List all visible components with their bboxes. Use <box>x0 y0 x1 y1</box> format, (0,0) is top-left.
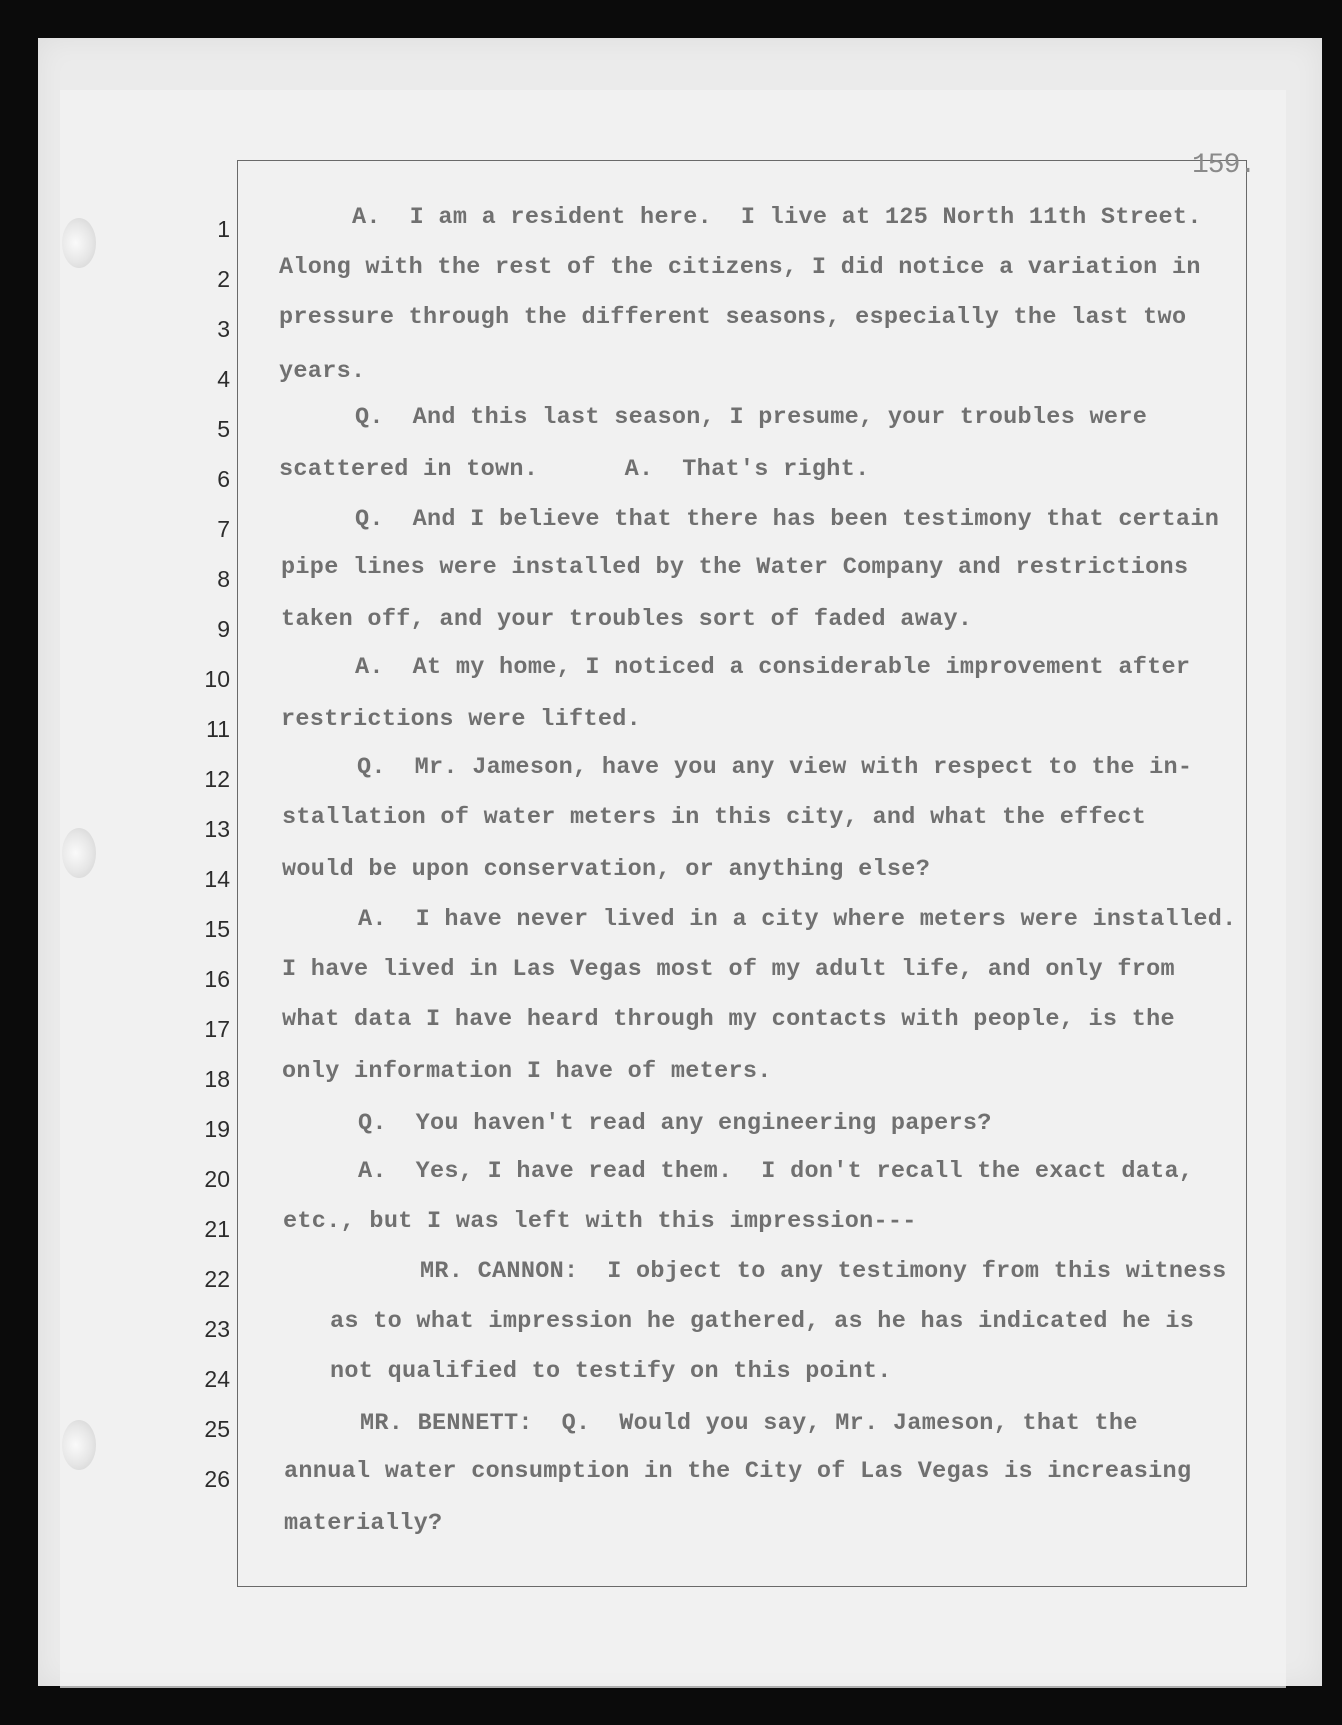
line-number: 14 <box>204 866 230 892</box>
line-number: 20 <box>204 1166 230 1192</box>
line-number: 5 <box>217 416 230 442</box>
transcript-line: materially? <box>284 1510 443 1537</box>
transcript-line: A. I am a resident here. I live at 125 North 11th Street. <box>352 204 1202 231</box>
line-number: 8 <box>217 566 230 592</box>
line-number: 6 <box>217 466 230 492</box>
punch-hole <box>62 218 96 268</box>
transcript-line: would be upon conservation, or anything else? <box>282 856 931 883</box>
line-number: 22 <box>204 1266 230 1292</box>
transcript-line: Q. And this last season, I presume, your troubles were <box>355 404 1148 431</box>
transcript-line: restrictions were lifted. <box>281 706 642 733</box>
line-number: 26 <box>204 1466 230 1492</box>
transcript-line: A. At my home, I noticed a considerable improvement after <box>355 654 1191 681</box>
line-number: 1 <box>217 216 230 242</box>
transcript-line: A. I have never lived in a city where meters were installed. <box>358 906 1237 933</box>
transcript-line: years. <box>279 358 366 385</box>
punch-hole <box>62 1420 96 1470</box>
transcript-line: I have lived in Las Vegas most of my adult life, and only from <box>282 956 1175 983</box>
transcript-line: scattered in town. A. That's right. <box>279 456 870 483</box>
line-number: 21 <box>204 1216 230 1242</box>
line-number: 18 <box>204 1066 230 1092</box>
transcript-line: etc., but I was left with this impression--- <box>283 1208 917 1235</box>
line-number: 9 <box>217 616 230 642</box>
transcript-line: Along with the rest of the citizens, I did notice a variation in <box>279 254 1201 281</box>
transcript-line: MR. BENNETT: Q. Would you say, Mr. Jameson, that the <box>360 1410 1138 1437</box>
transcript-line: A. Yes, I have read them. I don't recall the exact data, <box>358 1158 1194 1185</box>
transcript-line: Q. You haven't read any engineering papers? <box>358 1110 992 1137</box>
line-number: 16 <box>204 966 230 992</box>
transcript-line: pipe lines were installed by the Water Company and restrictions <box>281 554 1189 581</box>
line-number: 19 <box>204 1116 230 1142</box>
transcript-line: MR. CANNON: I object to any testimony from this witness <box>420 1258 1227 1285</box>
line-number: 12 <box>204 766 230 792</box>
punch-hole <box>62 828 96 878</box>
transcript-line: Q. Mr. Jameson, have you any view with respect to the in- <box>357 754 1193 781</box>
line-number: 17 <box>204 1016 230 1042</box>
line-number: 7 <box>217 516 230 542</box>
transcript-line: not qualified to testify on this point. <box>330 1358 892 1385</box>
line-number: 11 <box>206 716 230 742</box>
line-number: 23 <box>204 1316 230 1342</box>
transcript-line: as to what impression he gathered, as he has indicated he is <box>330 1308 1195 1335</box>
transcript-line: only information I have of meters. <box>282 1058 772 1085</box>
transcript-line: stallation of water meters in this city, and what the effect <box>282 804 1147 831</box>
transcript-line: Q. And I believe that there has been testimony that certain <box>355 506 1220 533</box>
line-number: 2 <box>217 266 230 292</box>
line-number: 13 <box>204 816 230 842</box>
line-number: 15 <box>204 916 230 942</box>
line-number: 3 <box>217 316 230 342</box>
line-number: 25 <box>204 1416 230 1442</box>
page-number: 159. <box>1192 150 1256 181</box>
line-number: 4 <box>217 366 230 392</box>
line-number: 24 <box>204 1366 230 1392</box>
transcript-line: taken off, and your troubles sort of faded away. <box>281 606 973 633</box>
transcript-line: what data I have heard through my contacts with people, is the <box>282 1006 1175 1033</box>
transcript-line: pressure through the different seasons, especially the last two <box>279 304 1187 331</box>
transcript-line: annual water consumption in the City of Las Vegas is increasing <box>284 1458 1192 1485</box>
line-number: 10 <box>204 666 230 692</box>
